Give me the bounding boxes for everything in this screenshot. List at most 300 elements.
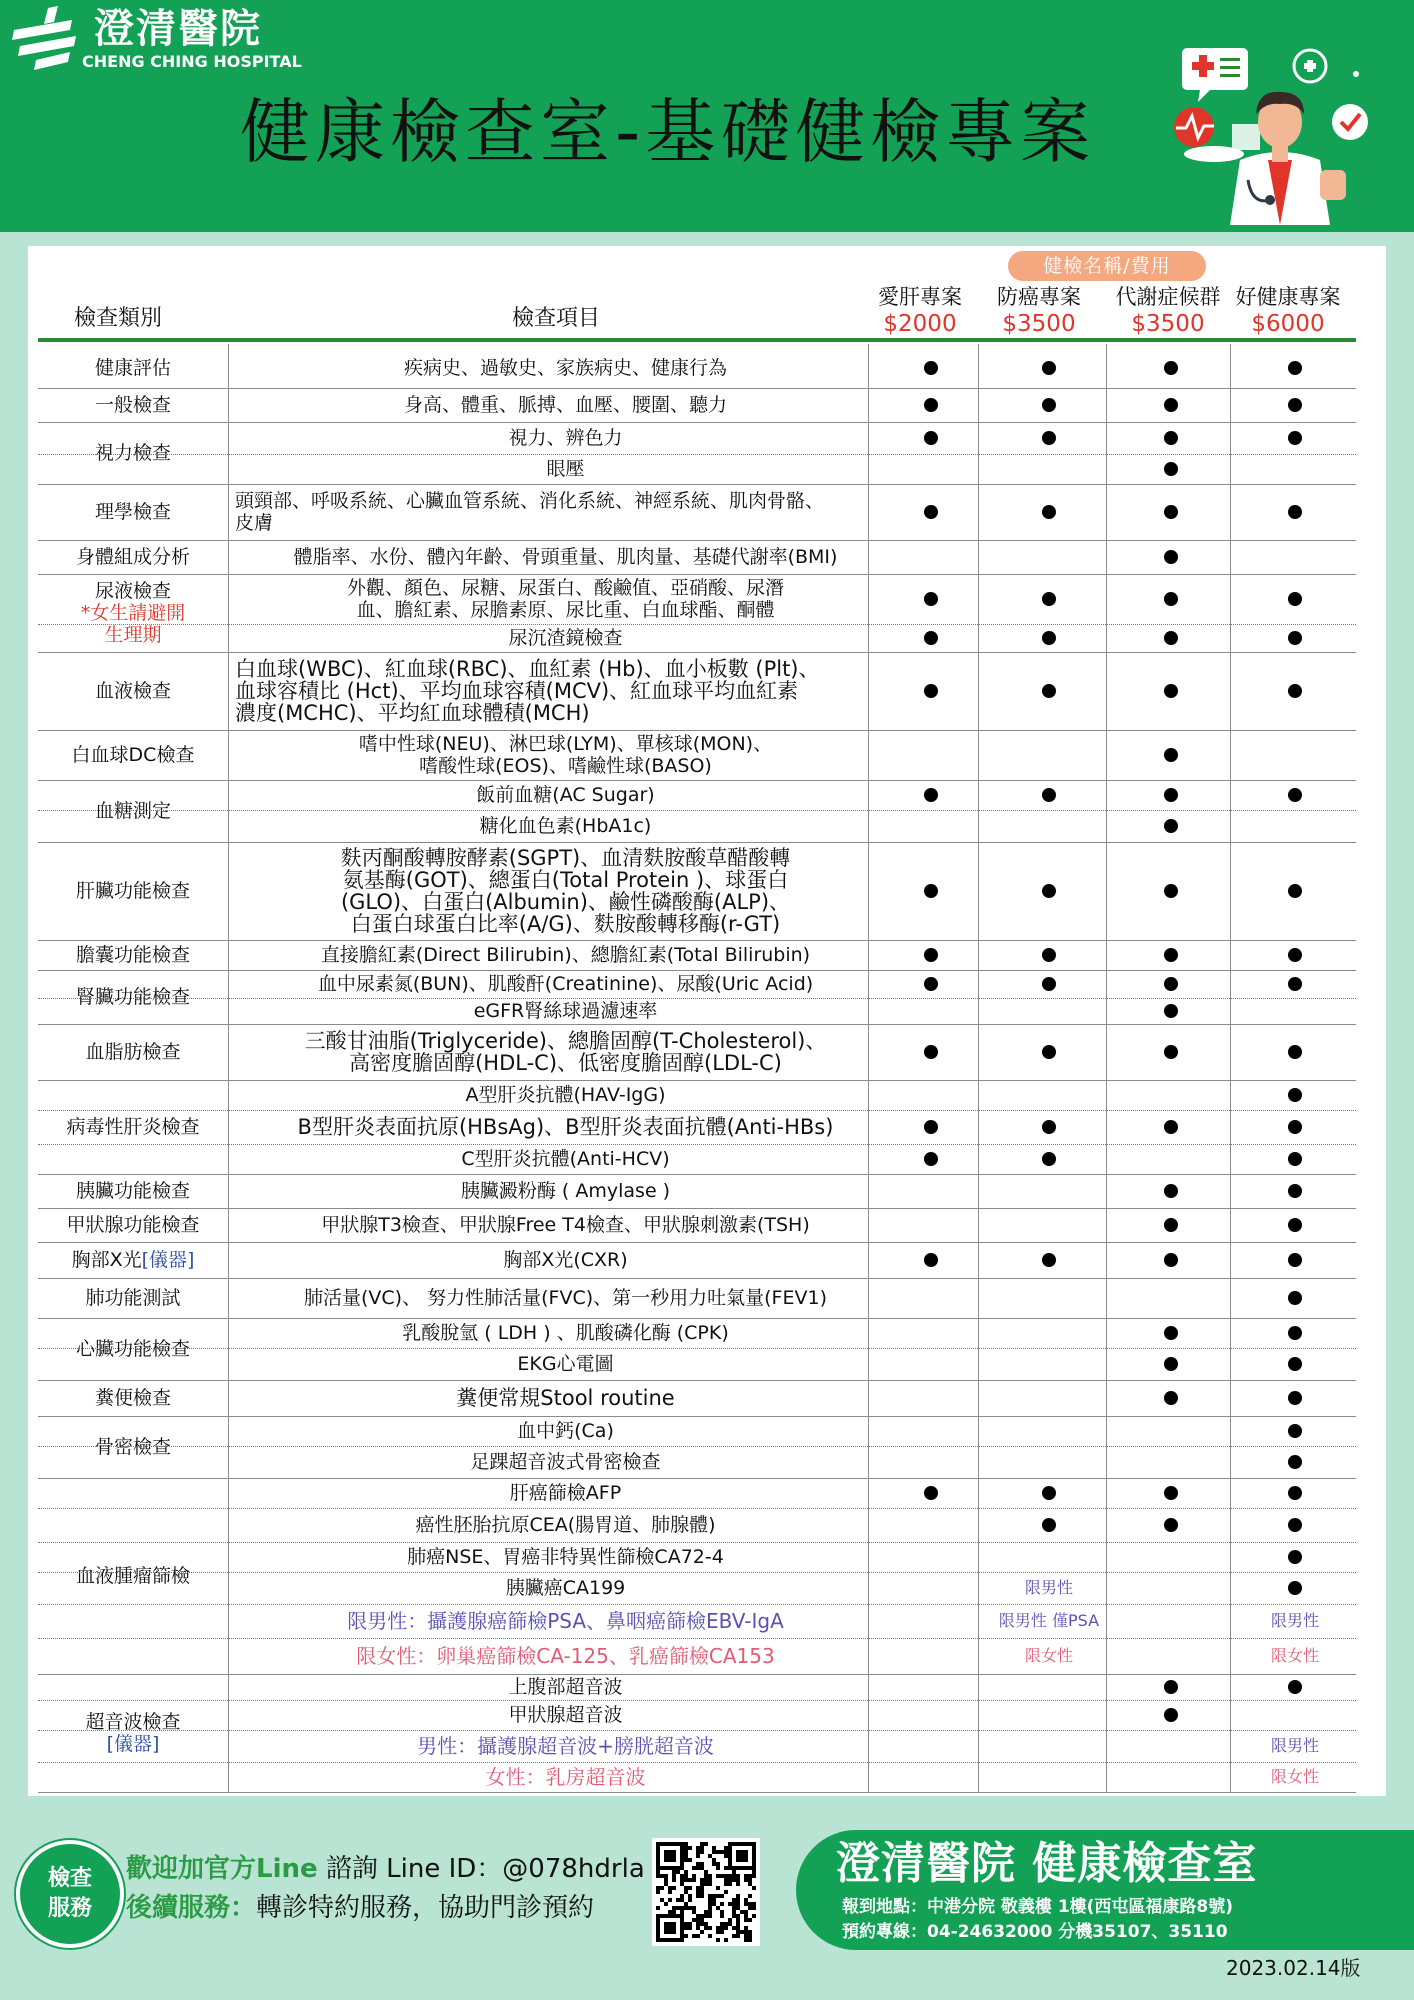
line-id: 諮詢 Line ID：@078hdrla bbox=[317, 1854, 645, 1884]
exam-item-line: eGFR腎絲球過濾速率 bbox=[473, 1000, 658, 1022]
package-cell bbox=[1112, 998, 1230, 1024]
package-cell bbox=[1112, 842, 1230, 940]
package-cell bbox=[872, 1604, 990, 1638]
package-price: $6000 bbox=[1251, 311, 1325, 337]
included-dot-icon bbox=[1288, 1184, 1302, 1198]
package-cell bbox=[872, 1080, 990, 1110]
included-dot-icon bbox=[1042, 1518, 1056, 1532]
included-dot-icon bbox=[1288, 1152, 1302, 1166]
package-cell bbox=[1112, 624, 1230, 652]
included-dot-icon bbox=[924, 505, 938, 519]
exam-item bbox=[233, 1174, 898, 1208]
exam-item-line: 身高、體重、脈搏、血壓、腰圍、聽力 bbox=[403, 394, 727, 416]
included-dot-icon bbox=[1288, 1391, 1302, 1405]
package-cell bbox=[990, 810, 1108, 842]
included-dot-icon bbox=[1164, 1120, 1178, 1134]
item-row bbox=[38, 1144, 1356, 1174]
hospital-logo[interactable] bbox=[6, 2, 306, 74]
package-cell bbox=[1112, 484, 1230, 540]
included-dot-icon bbox=[1042, 1120, 1056, 1134]
category-text: [儀器] bbox=[141, 1249, 195, 1271]
package-cell bbox=[1236, 1638, 1354, 1674]
package-cell bbox=[1112, 574, 1230, 624]
exam-item bbox=[233, 842, 898, 940]
package-cell bbox=[872, 730, 990, 780]
exam-item bbox=[233, 652, 900, 730]
table-row bbox=[38, 422, 1356, 485]
category-text: 血糖測定 bbox=[94, 800, 171, 822]
included-dot-icon bbox=[924, 1045, 938, 1059]
exam-item-line: 白蛋白球蛋白比率(A/G)、麩胺酸轉移酶(r-GT) bbox=[350, 912, 781, 936]
item-row bbox=[38, 422, 1356, 455]
package-cell bbox=[990, 540, 1108, 574]
included-dot-icon bbox=[1288, 977, 1302, 991]
exam-item bbox=[233, 780, 898, 810]
exam-item-line: 血中尿素氮(BUN)、肌酸酐(Creatinine)、尿酸(Uric Acid) bbox=[317, 973, 814, 995]
exam-item-line: 嗜中性球(NEU)、淋巴球(LYM)、單核球(MON)、 bbox=[358, 733, 773, 755]
package-cell bbox=[1236, 998, 1354, 1024]
package-cell bbox=[872, 1674, 990, 1700]
package-cell bbox=[990, 574, 1108, 624]
package-cell bbox=[1236, 1730, 1354, 1762]
package-cell bbox=[1236, 1318, 1354, 1348]
package-cell bbox=[990, 1144, 1108, 1174]
item-row bbox=[38, 1380, 1356, 1416]
included-dot-icon bbox=[1042, 1045, 1056, 1059]
included-dot-icon bbox=[1042, 884, 1056, 898]
service-info bbox=[126, 1891, 594, 1925]
package-cell bbox=[1236, 484, 1354, 540]
included-dot-icon bbox=[1042, 592, 1056, 606]
included-dot-icon bbox=[924, 788, 938, 802]
exam-item bbox=[233, 940, 898, 970]
exam-item-line: 氨基酶(GOT)、總蛋白(Total Protein )、球蛋白 bbox=[342, 868, 789, 892]
package-cell bbox=[872, 540, 990, 574]
package-cell bbox=[1236, 1446, 1354, 1478]
exam-item bbox=[233, 1508, 898, 1542]
item-row bbox=[38, 842, 1356, 940]
included-dot-icon bbox=[1164, 1004, 1178, 1018]
package-cell bbox=[1112, 1024, 1230, 1080]
package-cell bbox=[872, 1730, 990, 1762]
package-cell bbox=[990, 1416, 1108, 1446]
item-row bbox=[38, 1730, 1356, 1763]
item-row bbox=[38, 1208, 1356, 1242]
included-dot-icon bbox=[1288, 1291, 1302, 1305]
package-cell bbox=[872, 1208, 990, 1242]
exam-item-line: 體脂率、水份、體內年齡、骨頭重量、肌肉量、基礎代謝率(BMI) bbox=[293, 546, 838, 568]
table-row bbox=[38, 842, 1356, 941]
footer-address: 報到地點：中港分院 敬義樓 1樓(西屯區福康路8號) bbox=[842, 1897, 1234, 1917]
item-row bbox=[38, 780, 1356, 811]
exam-item-line: 限男性：攝護腺癌篩檢PSA、鼻咽癌篩檢EBV-IgA bbox=[347, 1609, 784, 1633]
exam-item-line: 血中鈣(Ca) bbox=[517, 1420, 614, 1442]
exam-item-line: 甲狀腺超音波 bbox=[508, 1704, 623, 1726]
table-row bbox=[38, 1080, 1356, 1175]
package-header bbox=[1104, 284, 1232, 338]
gender-note: 限女性 bbox=[1024, 1646, 1073, 1665]
item-row bbox=[38, 1700, 1356, 1731]
package-cell bbox=[1236, 422, 1354, 454]
service-label: 後續服務： bbox=[126, 1893, 257, 1923]
category-text: 理學檢查 bbox=[94, 501, 171, 523]
exam-item bbox=[233, 1380, 898, 1416]
included-dot-icon bbox=[924, 1152, 938, 1166]
included-dot-icon bbox=[1288, 1120, 1302, 1134]
column-divider bbox=[978, 344, 979, 1792]
included-dot-icon bbox=[1164, 684, 1178, 698]
item-row bbox=[38, 1478, 1356, 1509]
item-row bbox=[38, 348, 1356, 388]
package-cell bbox=[1112, 810, 1230, 842]
gender-note: 限男性 bbox=[1270, 1736, 1319, 1755]
included-dot-icon bbox=[1164, 948, 1178, 962]
package-price: $2000 bbox=[883, 311, 957, 337]
table-row bbox=[38, 1242, 1356, 1279]
included-dot-icon bbox=[1288, 1357, 1302, 1371]
package-cell bbox=[1236, 1080, 1354, 1110]
package-cell bbox=[990, 1508, 1108, 1542]
package-cell bbox=[990, 998, 1108, 1024]
package-cell bbox=[872, 1278, 990, 1318]
exam-item bbox=[233, 388, 898, 422]
package-cell bbox=[1236, 574, 1354, 624]
item-row bbox=[38, 540, 1356, 574]
included-dot-icon bbox=[924, 948, 938, 962]
item-row bbox=[38, 1542, 1356, 1573]
included-dot-icon bbox=[1164, 592, 1178, 606]
package-cell bbox=[990, 1478, 1108, 1508]
package-cell bbox=[990, 1278, 1108, 1318]
included-dot-icon bbox=[924, 977, 938, 991]
package-cell bbox=[1112, 1674, 1230, 1700]
gender-note: 限男性 bbox=[1270, 1611, 1319, 1630]
exam-item bbox=[233, 1318, 898, 1348]
included-dot-icon bbox=[1288, 631, 1302, 645]
included-dot-icon bbox=[1288, 1680, 1302, 1694]
exam-item bbox=[233, 540, 898, 574]
package-cell bbox=[1112, 1380, 1230, 1416]
included-dot-icon bbox=[1042, 684, 1056, 698]
line-info[interactable] bbox=[126, 1852, 645, 1886]
category-text: 尿液檢查 bbox=[94, 580, 171, 602]
package-cell bbox=[872, 1762, 990, 1792]
exam-item bbox=[233, 574, 898, 624]
header-category: 檢查類別 bbox=[74, 306, 163, 331]
exam-item-line: 糞便常規Stool routine bbox=[456, 1386, 675, 1410]
included-dot-icon bbox=[1288, 361, 1302, 375]
doctor-illustration-icon bbox=[1170, 40, 1390, 225]
included-dot-icon bbox=[1042, 977, 1056, 991]
exam-item bbox=[233, 624, 898, 652]
included-dot-icon bbox=[1164, 1218, 1178, 1232]
category-text: 胸部X光 bbox=[71, 1249, 142, 1271]
package-cell bbox=[990, 1174, 1108, 1208]
package-name: 好健康專案 bbox=[1235, 285, 1341, 309]
package-cell bbox=[1236, 842, 1354, 940]
category-text: 心臟功能檢查 bbox=[75, 1338, 190, 1360]
hospital-english-name: CHENG CHING HOSPITAL bbox=[82, 52, 302, 71]
package-cell bbox=[1236, 540, 1354, 574]
package-price: $3500 bbox=[1131, 311, 1205, 337]
gender-note: 限女性 bbox=[1270, 1646, 1319, 1665]
footer-title: 澄清醫院 健康檢查室 bbox=[836, 1838, 1258, 1889]
included-dot-icon bbox=[1164, 550, 1178, 564]
package-cell bbox=[872, 1024, 990, 1080]
included-dot-icon bbox=[1288, 505, 1302, 519]
item-row bbox=[38, 730, 1356, 780]
included-dot-icon bbox=[1164, 1357, 1178, 1371]
package-cell bbox=[872, 454, 990, 484]
badge-line: 檢查 bbox=[47, 1866, 92, 1891]
package-cell bbox=[872, 388, 990, 422]
package-cell bbox=[1112, 1730, 1230, 1762]
column-divider bbox=[228, 344, 229, 1792]
exam-item bbox=[233, 1278, 898, 1318]
package-cell bbox=[990, 422, 1108, 454]
item-row bbox=[38, 454, 1356, 484]
included-dot-icon bbox=[1288, 398, 1302, 412]
package-cell bbox=[872, 484, 990, 540]
package-cell bbox=[990, 1242, 1108, 1278]
category-text: 血液檢查 bbox=[94, 680, 171, 702]
package-cell bbox=[1236, 1542, 1354, 1572]
package-cell bbox=[872, 1542, 990, 1572]
package-cell bbox=[1112, 1700, 1230, 1730]
exam-item-line: 肝癌篩檢AFP bbox=[509, 1482, 622, 1504]
column-divider bbox=[1106, 344, 1107, 1792]
exam-item bbox=[233, 1080, 898, 1110]
included-dot-icon bbox=[924, 431, 938, 445]
exam-item bbox=[233, 484, 900, 540]
included-dot-icon bbox=[1042, 361, 1056, 375]
package-cell bbox=[990, 1572, 1108, 1604]
included-dot-icon bbox=[924, 398, 938, 412]
exam-item-line: 眼壓 bbox=[546, 458, 585, 480]
package-cell bbox=[990, 940, 1108, 970]
package-cell bbox=[1112, 1348, 1230, 1380]
package-cell bbox=[990, 730, 1108, 780]
package-name: 愛肝專案 bbox=[878, 285, 962, 309]
package-cell bbox=[990, 624, 1108, 652]
item-row bbox=[38, 998, 1356, 1024]
included-dot-icon bbox=[1164, 1045, 1178, 1059]
exam-item-line: 胰臟癌CA199 bbox=[505, 1577, 626, 1599]
package-fee-pill: 健檢名稱/費用 bbox=[1008, 251, 1206, 281]
included-dot-icon bbox=[924, 1486, 938, 1500]
included-dot-icon bbox=[1042, 505, 1056, 519]
package-cell bbox=[872, 1446, 990, 1478]
package-cell bbox=[1236, 1278, 1354, 1318]
included-dot-icon bbox=[924, 592, 938, 606]
package-cell bbox=[990, 1110, 1108, 1144]
package-cell bbox=[990, 1080, 1108, 1110]
package-cell bbox=[1236, 1416, 1354, 1446]
package-cell bbox=[1112, 1762, 1230, 1792]
package-cell bbox=[872, 1318, 990, 1348]
table-row bbox=[38, 1478, 1356, 1675]
table-row bbox=[38, 540, 1356, 575]
package-cell bbox=[1112, 1638, 1230, 1674]
included-dot-icon bbox=[1288, 431, 1302, 445]
item-row bbox=[38, 970, 1356, 999]
item-row bbox=[38, 1572, 1356, 1605]
package-cell bbox=[1236, 1348, 1354, 1380]
item-row bbox=[38, 1508, 1356, 1543]
exam-item-line: 外觀、顏色、尿糖、尿蛋白、酸鹼值、亞硝酸、尿潛 bbox=[346, 577, 784, 599]
exam-item bbox=[233, 1242, 898, 1278]
item-row bbox=[38, 1174, 1356, 1208]
package-cell bbox=[872, 1700, 990, 1730]
package-cell bbox=[1112, 780, 1230, 810]
exam-item bbox=[233, 422, 898, 454]
package-cell bbox=[872, 624, 990, 652]
package-cell bbox=[1112, 1318, 1230, 1348]
package-cell bbox=[1112, 422, 1230, 454]
table-row bbox=[38, 940, 1356, 971]
package-cell bbox=[990, 1348, 1108, 1380]
included-dot-icon bbox=[1164, 1518, 1178, 1532]
package-header bbox=[1224, 284, 1352, 338]
badge-line: 服務 bbox=[47, 1896, 92, 1921]
exam-item-line: 濃度(MCHC)、平均紅血球體積(MCH) bbox=[235, 701, 590, 725]
package-price: $3500 bbox=[1002, 311, 1076, 337]
package-cell bbox=[872, 940, 990, 970]
included-dot-icon bbox=[1288, 1218, 1302, 1232]
package-cell bbox=[1236, 1700, 1354, 1730]
package-cell bbox=[1112, 1572, 1230, 1604]
included-dot-icon bbox=[1164, 1486, 1178, 1500]
package-cell bbox=[872, 810, 990, 842]
exam-item bbox=[233, 1144, 898, 1174]
category-text: 骨密檢查 bbox=[94, 1436, 171, 1458]
package-header bbox=[856, 284, 984, 338]
package-cell bbox=[990, 484, 1108, 540]
exam-item bbox=[233, 1208, 898, 1242]
package-cell bbox=[1112, 1478, 1230, 1508]
package-cell bbox=[990, 1024, 1108, 1080]
exam-item bbox=[233, 1604, 898, 1638]
package-cell bbox=[990, 970, 1108, 998]
included-dot-icon bbox=[1164, 748, 1178, 762]
item-row bbox=[38, 1416, 1356, 1447]
header-band bbox=[0, 0, 1414, 232]
exam-item bbox=[233, 1110, 898, 1144]
exam-item bbox=[233, 1638, 898, 1674]
package-cell bbox=[872, 1478, 990, 1508]
table-row bbox=[38, 1318, 1356, 1381]
table-row bbox=[38, 1674, 1356, 1793]
package-cell bbox=[872, 422, 990, 454]
package-cell bbox=[1112, 1604, 1230, 1638]
exam-item-line: 肺癌NSE、胃癌非特異性篩檢CA72-4 bbox=[407, 1546, 724, 1568]
exam-item-line: 血球容積比 (Hct)、平均血球容積(MCV)、紅血球平均血紅素 bbox=[235, 679, 799, 703]
category-text: 血液腫瘤篩檢 bbox=[75, 1565, 190, 1587]
exam-item bbox=[233, 1024, 898, 1080]
included-dot-icon bbox=[1042, 398, 1056, 412]
included-dot-icon bbox=[1164, 1680, 1178, 1694]
table-row bbox=[38, 574, 1356, 653]
table-row bbox=[38, 1278, 1356, 1319]
exam-item bbox=[233, 454, 898, 484]
package-cell bbox=[872, 1380, 990, 1416]
package-cell bbox=[1236, 1380, 1354, 1416]
header-item: 檢查項目 bbox=[512, 306, 601, 331]
exam-item-line: A型肝炎抗體(HAV-IgG) bbox=[465, 1084, 666, 1106]
package-header bbox=[975, 284, 1103, 338]
package-cell bbox=[872, 348, 990, 388]
package-cell bbox=[990, 842, 1108, 940]
category-text: 腎臟功能檢查 bbox=[75, 986, 190, 1008]
item-row bbox=[38, 388, 1356, 422]
table-row bbox=[38, 348, 1356, 389]
included-dot-icon bbox=[1288, 948, 1302, 962]
package-cell bbox=[990, 1762, 1108, 1792]
category-text: [儀器] bbox=[106, 1733, 160, 1755]
table-row bbox=[38, 1024, 1356, 1081]
category-text: 膽囊功能檢查 bbox=[75, 944, 190, 966]
package-cell bbox=[1236, 652, 1354, 730]
qr-code-icon[interactable] bbox=[652, 1838, 760, 1946]
package-cell bbox=[1112, 730, 1230, 780]
package-cell bbox=[1112, 348, 1230, 388]
exam-item bbox=[233, 1416, 898, 1446]
footer-phone[interactable]: 預約專線：04-24632000 分機35107、35110 bbox=[842, 1922, 1228, 1942]
package-cell bbox=[1236, 1144, 1354, 1174]
included-dot-icon bbox=[1288, 1424, 1302, 1438]
package-cell bbox=[1112, 1208, 1230, 1242]
package-cell bbox=[1236, 1174, 1354, 1208]
exam-item-line: 視力、辨色力 bbox=[508, 427, 623, 449]
included-dot-icon bbox=[1288, 1486, 1302, 1500]
category-text: 病毒性肝炎檢查 bbox=[66, 1116, 200, 1138]
gender-note: 限男性 bbox=[1024, 1578, 1073, 1597]
included-dot-icon bbox=[1288, 1518, 1302, 1532]
package-cell bbox=[990, 1638, 1108, 1674]
table-row bbox=[38, 652, 1356, 731]
exam-item-line: 男性：攝護腺超音波+膀胱超音波 bbox=[417, 1734, 714, 1758]
package-cell bbox=[872, 1144, 990, 1174]
package-cell bbox=[1112, 1416, 1230, 1446]
exam-item-line: 直接膽紅素(Direct Bilirubin)、總膽紅素(Total Bilirubin) bbox=[320, 944, 811, 966]
exam-item-line: 胸部X光(CXR) bbox=[503, 1249, 628, 1271]
exam-item-line: 皮膚 bbox=[235, 512, 274, 534]
package-cell bbox=[990, 1208, 1108, 1242]
table-row bbox=[38, 1380, 1356, 1417]
package-cell bbox=[1112, 970, 1230, 998]
item-row bbox=[38, 652, 1356, 730]
item-row bbox=[38, 1762, 1356, 1792]
package-cell bbox=[990, 1446, 1108, 1478]
exam-item-line: 高密度膽固醇(HDL-C)、低密度膽固醇(LDL-C) bbox=[349, 1051, 782, 1075]
included-dot-icon bbox=[1042, 1152, 1056, 1166]
package-cell bbox=[1112, 454, 1230, 484]
included-dot-icon bbox=[1164, 819, 1178, 833]
included-dot-icon bbox=[1288, 1550, 1302, 1564]
table-row bbox=[38, 780, 1356, 843]
exam-item bbox=[233, 1348, 898, 1380]
included-dot-icon bbox=[1164, 361, 1178, 375]
table-row bbox=[38, 388, 1356, 423]
exam-item bbox=[233, 1674, 898, 1700]
package-cell bbox=[1236, 1604, 1354, 1638]
package-cell bbox=[1112, 1508, 1230, 1542]
item-row bbox=[38, 1080, 1356, 1111]
included-dot-icon bbox=[1164, 398, 1178, 412]
included-dot-icon bbox=[1288, 1088, 1302, 1102]
item-row bbox=[38, 1242, 1356, 1278]
package-cell bbox=[1236, 1242, 1354, 1278]
